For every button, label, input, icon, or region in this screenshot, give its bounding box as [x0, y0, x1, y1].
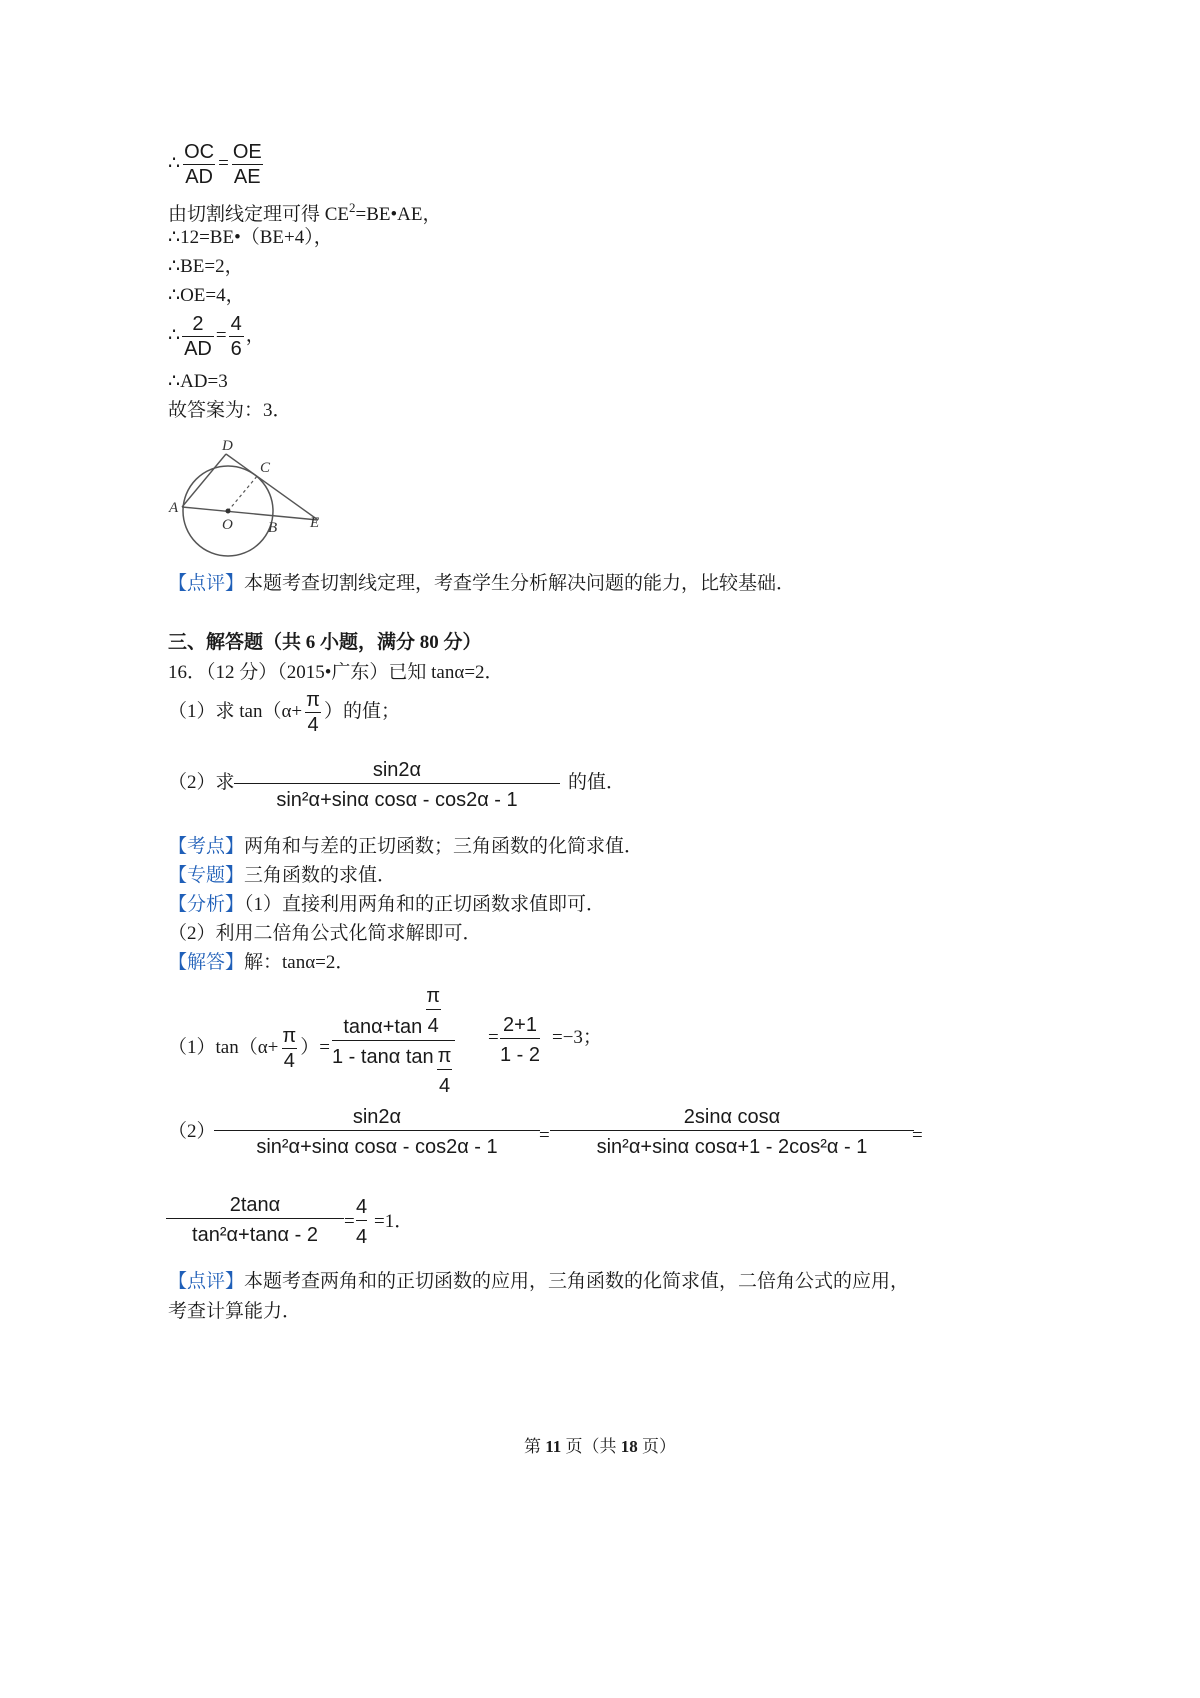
denominator: 4: [426, 1009, 441, 1040]
numerator: 4: [230, 313, 242, 335]
text: （1）求 tan（α+: [168, 700, 303, 722]
text: ）的值；: [323, 700, 400, 722]
fraction-4-4: [356, 1194, 367, 1251]
denominator: sin²α+sinα cosα - cos2α - 1: [214, 1130, 540, 1161]
denominator: tan²α+tanα - 2: [166, 1218, 344, 1249]
tangent-line-de: [226, 454, 318, 520]
zhuanti-text: 三角函数的求值．: [244, 865, 397, 886]
text: =BE•AE，: [355, 204, 442, 225]
numerator: π: [282, 1025, 297, 1047]
secant-line-ae: [182, 507, 318, 520]
question-part-2-suffix: 的值．: [568, 772, 626, 793]
question-part-1: [168, 688, 400, 737]
denominator: 4: [283, 1050, 295, 1072]
answer-part-1-simplified: [500, 1012, 540, 1069]
answer-part-2-fraction-1: [214, 1104, 540, 1161]
numerator: [343, 983, 444, 1040]
denominator: 4: [307, 714, 319, 736]
equals-sign: =: [215, 324, 227, 346]
equals-sign: =: [488, 1027, 499, 1048]
denominator: 4: [437, 1069, 452, 1100]
footer-text: 页）: [637, 1437, 677, 1456]
step-line: ∴12=BE•（BE+4），: [168, 227, 333, 248]
therefore-symbol: ∴: [168, 152, 181, 174]
secant-theorem-line: [168, 196, 442, 227]
therefore-symbol: ∴: [168, 324, 181, 346]
fraction-oc-ad: [182, 140, 216, 189]
ratio-line-1: [168, 140, 266, 189]
fraction-oe-ae: [231, 140, 264, 189]
fraction-pi-4: [436, 1043, 454, 1100]
jieda-tag: 【解答】: [168, 952, 245, 973]
denominator: 4: [356, 1220, 367, 1251]
equals-sign: =: [218, 152, 229, 174]
numerator: 2: [192, 313, 204, 335]
denominator: AE: [233, 166, 261, 188]
page-footer: [0, 1432, 1200, 1457]
answer-part-1-fraction: [332, 983, 455, 1100]
footer-text: 页（共: [561, 1437, 621, 1456]
fenxi-line: [168, 893, 605, 917]
answer-part-1-result: =−3；: [552, 1027, 602, 1048]
numerator: 2+1: [503, 1014, 537, 1036]
denominator: [332, 1040, 455, 1100]
question-part-2-fraction: [234, 757, 560, 814]
text: ）=: [300, 1036, 330, 1058]
text: （1）tan（α+: [168, 1036, 279, 1058]
equals-sign: =: [912, 1125, 923, 1146]
denominator: AD: [184, 338, 212, 360]
label-e: E: [310, 515, 320, 531]
fraction-pi-4: [304, 688, 322, 737]
kaodian-tag: 【考点】: [168, 836, 245, 857]
equals-sign: =: [344, 1211, 355, 1232]
denominator: AD: [185, 166, 213, 188]
question-part-2-label: （2）求: [168, 772, 235, 793]
denominator-text: 1 - tanα tan: [332, 1046, 434, 1068]
numerator-text: tanα+tan: [343, 1016, 423, 1038]
label-b: B: [268, 520, 278, 536]
answer-line: 故答案为：3．: [168, 400, 292, 421]
denominator: 1 - 2: [500, 1038, 540, 1069]
section-heading: 三、解答题（共 6 小题，满分 80 分）: [168, 632, 482, 653]
jieda-text: 解：tanα=2．: [244, 952, 355, 973]
circle-tangent-diagram: [168, 434, 338, 562]
fenxi-line-2: （2）利用二倍角公式化简求解即可．: [168, 923, 482, 944]
center-point-o: [226, 509, 231, 514]
superscript: 2: [349, 200, 356, 215]
comment-line-2b: 考查计算能力．: [168, 1301, 302, 1322]
comma: ，: [245, 324, 265, 346]
equals-sign: =: [539, 1125, 550, 1146]
numerator: π: [306, 689, 320, 711]
fraction-4-6: [229, 312, 244, 361]
fraction-pi-4: [280, 1024, 298, 1073]
text: 由切割线定理可得 CE: [168, 204, 350, 225]
answer-part-2-fraction-3: [166, 1192, 344, 1249]
label-c: C: [260, 460, 271, 476]
comment-tag: 【点评】: [168, 1271, 245, 1292]
answer-part-2-result: =1．: [374, 1211, 414, 1232]
kaodian-line: [168, 835, 643, 859]
comment-text: 本题考查两角和的正切函数的应用，三角函数的化简求值，二倍角公式的应用，: [244, 1271, 910, 1292]
denominator: sin²α+sinα cosα - cos2α - 1: [234, 783, 560, 814]
numerator: sin2α: [372, 759, 422, 781]
kaodian-text: 两角和与差的正切函数；三角函数的化简求值．: [244, 836, 644, 857]
fraction-2-ad: [182, 312, 214, 361]
step-line: ∴BE=2，: [168, 256, 244, 277]
fenxi-text: （1）直接利用两角和的正切函数求值即可．: [244, 894, 606, 915]
ratio-line-2: [168, 312, 265, 361]
numerator: sin2α: [352, 1106, 402, 1128]
comment-text: 本题考查切割线定理，考查学生分析解决问题的能力，比较基础．: [244, 573, 796, 594]
denominator: sin²α+sinα cosα+1 - 2cos²α - 1: [550, 1130, 914, 1161]
fenxi-tag: 【分析】: [168, 894, 245, 915]
answer-part-2-fraction-2: [550, 1104, 914, 1161]
step-line: ∴OE=4，: [168, 285, 245, 306]
comment-line-2: [168, 1270, 909, 1294]
zhuanti-tag: 【专题】: [168, 865, 245, 886]
label-o: O: [222, 517, 233, 533]
numerator: π: [426, 985, 441, 1007]
dashed-line-oc: [228, 475, 258, 511]
numerator: OC: [184, 141, 215, 163]
footer-text: 第: [523, 1437, 546, 1456]
fraction-pi-4: [424, 983, 442, 1040]
step-line: ∴AD=3: [168, 371, 228, 392]
comment-line-1: [168, 572, 795, 596]
line-ad: [182, 454, 226, 507]
page-number: 11: [545, 1437, 562, 1456]
label-d: D: [222, 438, 233, 454]
numerator: 4: [356, 1196, 368, 1218]
denominator: 6: [230, 338, 242, 360]
zhuanti-line: [168, 864, 396, 888]
answer-part-2-label: （2）: [168, 1121, 216, 1142]
numerator: 2tanα: [229, 1194, 281, 1216]
jieda-line: [168, 951, 354, 975]
numerator: OE: [232, 141, 262, 163]
comment-tag: 【点评】: [168, 573, 245, 594]
total-pages: 18: [620, 1437, 638, 1456]
answer-part-1-label: [168, 1024, 330, 1073]
label-a: A: [169, 500, 179, 516]
numerator: 2sinα cosα: [683, 1106, 781, 1128]
numerator: π: [437, 1045, 452, 1067]
question-16: 16．（12 分）（2015•广东）已知 tanα=2．: [168, 662, 504, 683]
